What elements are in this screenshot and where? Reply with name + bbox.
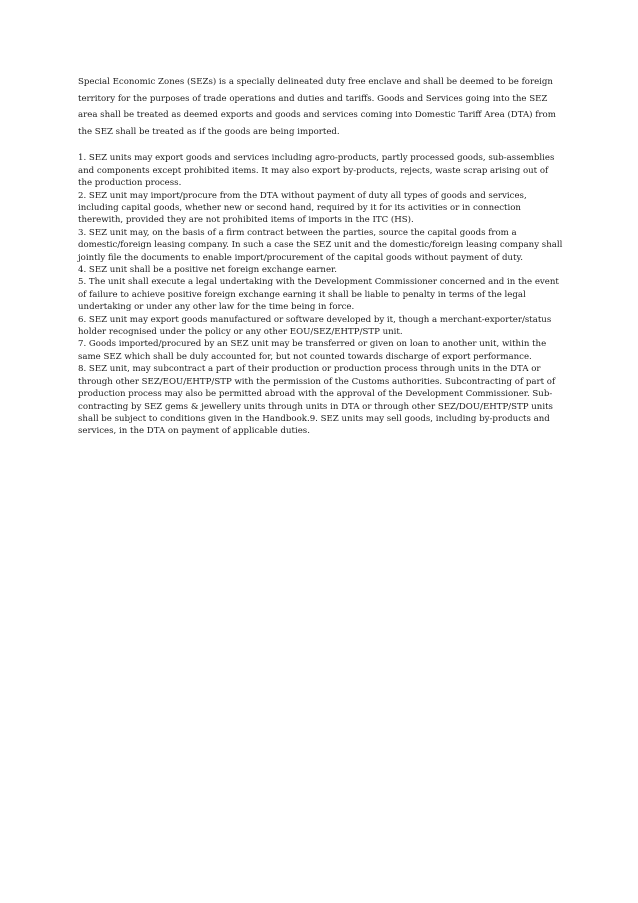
- list-item: 8. SEZ unit, may subcontract a part of their production or production process through units in the DTA or through other SEZ/EOU/EHTP/STP with the permission of the Customs authorities. Subcontracting of part of production process may also be permitted abroad with the approval of the Development Commissioner. Sub-contracting by SEZ gems & jewellery units through units in DTA or through other SEZ/DOU/EHTP/STP units shall be subject to conditions given in the Handbook.9. SEZ units may sell goods, including by-products and services, in the DTA on payment of applicable duties.: [78, 364, 556, 437]
- list-item: 4. SEZ unit shall be a positive net foreign exchange earner.: [78, 265, 337, 276]
- list-item: 3. SEZ unit may, on the basis of a firm contract between the parties, source the capital goods from a domestic/foreign leasing company. In such a case the SEZ unit and the domestic/foreign leasing company shall jointly file the documents to enable import/procurement of the capital goods without payment of duty.: [78, 227, 563, 263]
- list-item: 6. SEZ unit may export goods manufactured or software developed by it, though a merchant-exporter/status holder recognised under the policy or any other EOU/SEZ/EHTP/STP unit.: [78, 314, 552, 338]
- list-item: 5. The unit shall execute a legal undertaking with the Development Commissioner concerned and in the event of failure to achieve positive foreign exchange earning it shall be liable to penalty in terms of the legal undertaking or under any other law for the time being in force.: [78, 277, 559, 313]
- document-body: [78, 74, 564, 438]
- list-item: 7. Goods imported/procured by an SEZ unit may be transferred or given on loan to another unit, within the same SEZ which shall be duly accounted for, but not counted towards discharge of export performance.: [78, 339, 547, 362]
- list-item: 1. SEZ units may export goods and services including agro-products, partly processed goods, sub-assemblies and components except prohibited items. It may also export by-products, rejects, waste scrap arising out of the production process.: [78, 153, 555, 189]
- numbered-list: [78, 152, 564, 437]
- list-item: 2. SEZ unit may import/procure from the DTA without payment of duty all types of goods and services, including capital goods, whether new or second hand, required by it for its activities or in connection therewith, provided they are not prohibited items of imports in the ITC (HS).: [78, 190, 527, 226]
- intro-paragraph: Special Economic Zones (SEZs) is a specially delineated duty free enclave and shall be deemed to be foreign territory for the purposes of trade operations and duties and tariffs. Goods and Services going into the SEZ area shall be treated as deemed exports and goods and services coming into Domestic Tariff Area (DTA) from the SEZ shall be treated as if the goods are being imported.: [78, 77, 556, 137]
